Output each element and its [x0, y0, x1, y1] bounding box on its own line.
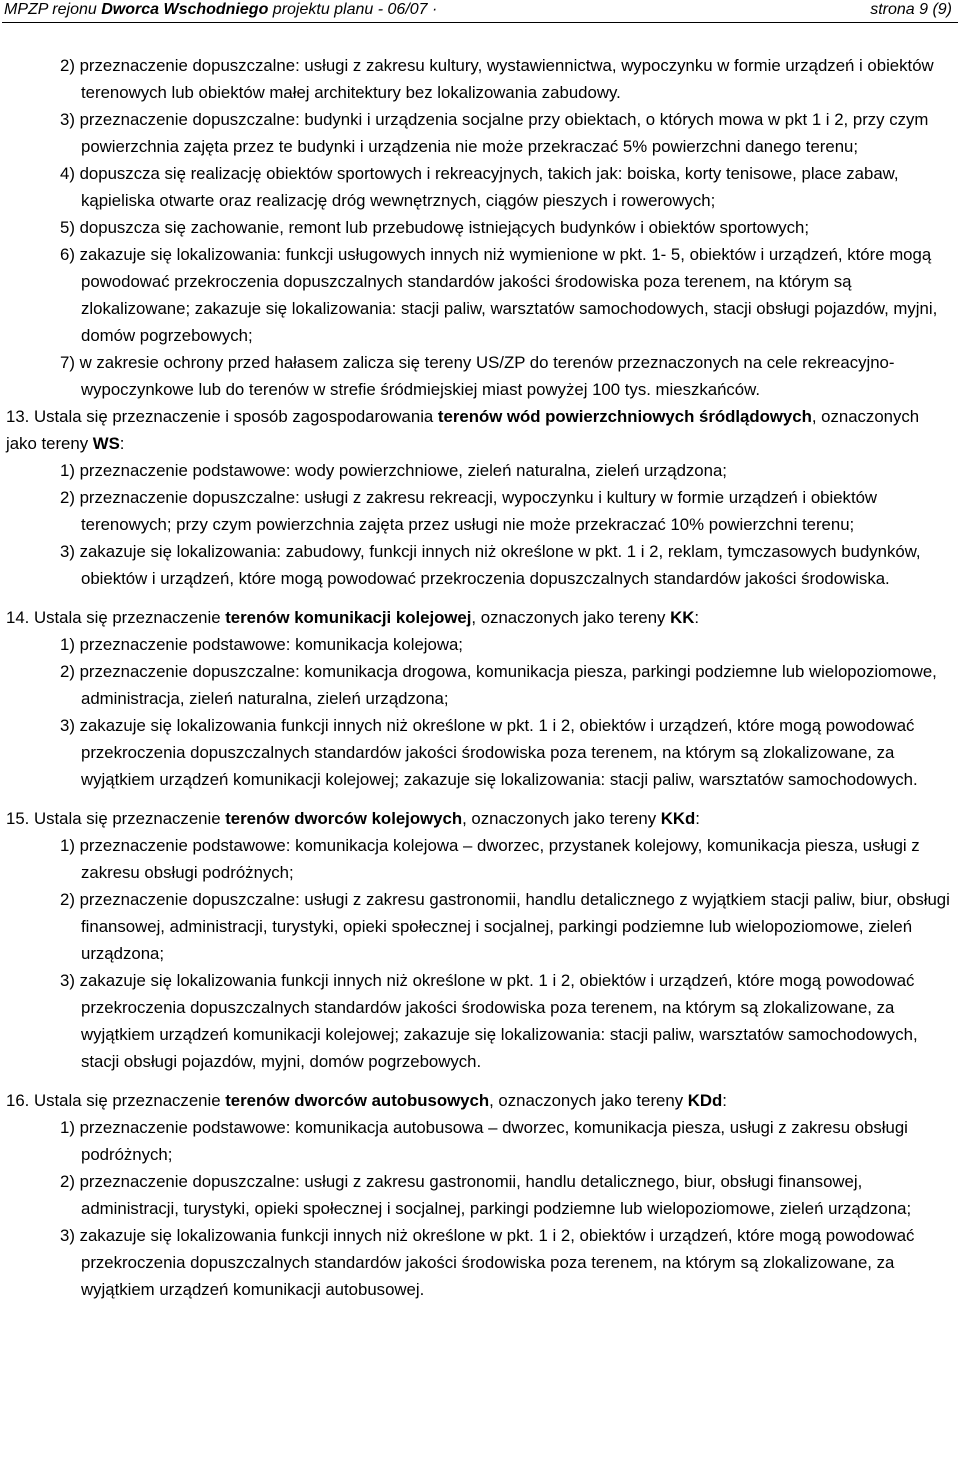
page-header [2, 0, 958, 23]
heading-text: : [695, 809, 700, 828]
heading-code: KDd [687, 1091, 723, 1110]
header-page-number: strona 9 (9) [870, 1, 952, 18]
heading-code: WS [92, 434, 120, 453]
list-item: 3) przeznaczenie dopuszczalne: budynki i urządzenia socjalne przy obiektach, o których mowa w pkt 1 i 2, przy czym powierzchnia zajęta przez te budynki i urządzenia nie może przekraczać 5% powierzchni danego terenu; [60, 110, 929, 156]
heading-bold: terenów wód powierzchniowych śródlądowych [437, 407, 812, 426]
list-item: 2) przeznaczenie dopuszczalne: usługi z zakresu kultury, wystawiennictwa, wypoczynku w formie urządzeń i obiektów terenowych lub obiektów małej architektury bez lokalizowania zabudowy. [60, 56, 934, 102]
heading-text: , oznaczonych jako tereny [6, 407, 920, 453]
header-title-suffix: projektu planu - 06/07 · [268, 1, 438, 18]
section-16-heading [6, 1087, 952, 1114]
list-item: 2) przeznaczenie dopuszczalne: usługi z zakresu gastronomii, handlu detalicznego, biur, obsługi finansowej, administracji, turystyki, opieki społecznej i socjalnej, parkingi podziemne lub wielopoziomowe, zieleń urządzona; [60, 1172, 912, 1218]
heading-text: : [722, 1091, 727, 1110]
list-item: 1) przeznaczenie podstawowe: komunikacja autobusowa – dworzec, komunikacja piesza, usługi z zakresu obsługi podróżnych; [60, 1118, 908, 1164]
section-13 [6, 403, 952, 592]
list-item: 3) zakazuje się lokalizowania funkcji innych niż określone w pkt. 1 i 2, obiektów i urządzeń, które mogą powodować przekroczenia dopuszczalnych standardów jakości środowiska poza terenem, na którym są zlokalizowane, za wyjątkiem urządzeń komunikacji kolejowej; zakazuje się lokalizowania: stacji paliw, warsztatów samochodowych. [60, 716, 918, 789]
section-15-heading [6, 805, 952, 832]
list-item: 2) przeznaczenie dopuszczalne: komunikacja drogowa, komunikacja piesza, parkingi podziemne lub wielopoziomowe, administracja, zieleń naturalna, zieleń urządzona; [60, 662, 937, 708]
section-continued [6, 52, 952, 403]
heading-bold: terenów komunikacji kolejowej [225, 608, 472, 627]
heading-text: 15. Ustala się przeznaczenie [6, 809, 226, 828]
heading-text: , oznaczonych jako tereny [462, 809, 661, 828]
section-15 [6, 805, 952, 1075]
heading-text: , oznaczonych jako tereny [489, 1091, 688, 1110]
heading-text: 14. Ustala się przeznaczenie [6, 608, 226, 627]
list-item: 3) zakazuje się lokalizowania: zabudowy, funkcji innych niż określone w pkt. 1 i 2, reklam, tymczasowych budynków, obiektów i urządzeń, które mogą powodować przekroczenia dopuszczalnych standardów jakości środowiska. [60, 542, 921, 588]
heading-code: KKd [660, 809, 696, 828]
header-document-title [4, 0, 437, 20]
heading-text: , oznaczonych jako tereny [471, 608, 671, 627]
heading-text: : [694, 608, 700, 627]
heading-text: 16. Ustala się przeznaczenie [6, 1091, 226, 1110]
section-14-heading [6, 604, 952, 631]
list-item: 3) zakazuje się lokalizowania funkcji innych niż określone w pkt. 1 i 2, obiektów i urządzeń, które mogą powodować przekroczenia dopuszczalnych standardów jakości środowiska poza terenem, na którym są zlokalizowane, za wyjątkiem urządzeń komunikacji kolejowej; zakazuje się lokalizowania: stacji paliw, warsztatów samochodowych, stacji obsługi pojazdów, myjni, domów pogrzebowych. [60, 971, 918, 1071]
list-item: 1) przeznaczenie podstawowe: komunikacja kolejowa; [60, 635, 463, 654]
header-title-bold: Dworca Wschodniego [101, 1, 269, 18]
list-item: 6) zakazuje się lokalizowania: funkcji usługowych innych niż wymienione w pkt. 1- 5, obiektów i urządzeń, które mogą powodować przekroczenia dopuszczalnych standardów jakości środowiska poza terenem, na którym są zlokalizowane; zakazuje się lokalizowania: stacji paliw, warsztatów samochodowych, stacji obsługi pojazdów, myjni, domów pogrzebowych; [60, 245, 938, 345]
list-item: 1) przeznaczenie podstawowe: wody powierzchniowe, zieleń naturalna, zieleń urządzona; [60, 461, 727, 480]
header-title-prefix: MPZP rejonu [4, 1, 102, 18]
list-item: 2) przeznaczenie dopuszczalne: usługi z zakresu rekreacji, wypoczynku i kultury w formie urządzeń i obiektów terenowych; przy czym powierzchnia zajęta przez usługi nie może przekraczać 10% powierzchni terenu; [60, 488, 878, 534]
list-item: 5) dopuszcza się zachowanie, remont lub przebudowę istniejących budynków i obiektów sportowych; [60, 218, 810, 237]
section-14 [6, 604, 952, 793]
heading-bold: terenów dworców autobusowych [225, 1091, 490, 1110]
heading-text: : [119, 434, 125, 453]
list-item: 2) przeznaczenie dopuszczalne: usługi z zakresu gastronomii, handlu detalicznego z wyjątkiem stacji paliw, biur, obsługi finansowej, administracji, turystyki, opieki społecznej i socjalnej, parkingi podziemne lub wielopoziomowe, zieleń urządzona; [60, 890, 950, 963]
list-item: 7) w zakresie ochrony przed hałasem zalicza się tereny US/ZP do terenów przeznaczonych na cele rekreacyjno-wypoczynkowe lub do terenów w strefie śródmiejskiej miast powyżej 100 tys. mieszkańców. [60, 353, 895, 399]
heading-code: KK [670, 608, 695, 627]
list-item: 1) przeznaczenie podstawowe: komunikacja kolejowa – dworzec, przystanek kolejowy, komunikacja piesza, usługi z zakresu obsługi podróżnych; [60, 836, 920, 882]
section-16 [6, 1087, 952, 1303]
document-body [6, 52, 952, 1303]
list-item: 3) zakazuje się lokalizowania funkcji innych niż określone w pkt. 1 i 2, obiektów i urządzeń, które mogą powodować przekroczenia dopuszczalnych standardów jakości środowiska poza terenem, na którym są zlokalizowane, za wyjątkiem urządzeń komunikacji autobusowej. [60, 1226, 915, 1299]
list-item: 4) dopuszcza się realizację obiektów sportowych i rekreacyjnych, takich jak: boiska, korty tenisowe, place zabaw, kąpieliska otwarte oraz realizację dróg wewnętrznych, ciągów pieszych i rowerowych; [60, 164, 899, 210]
section-13-heading [6, 403, 952, 457]
heading-bold: terenów dworców kolejowych [225, 809, 463, 828]
heading-text: 13. Ustala się przeznaczenie i sposób zagospodarowania [6, 407, 438, 426]
